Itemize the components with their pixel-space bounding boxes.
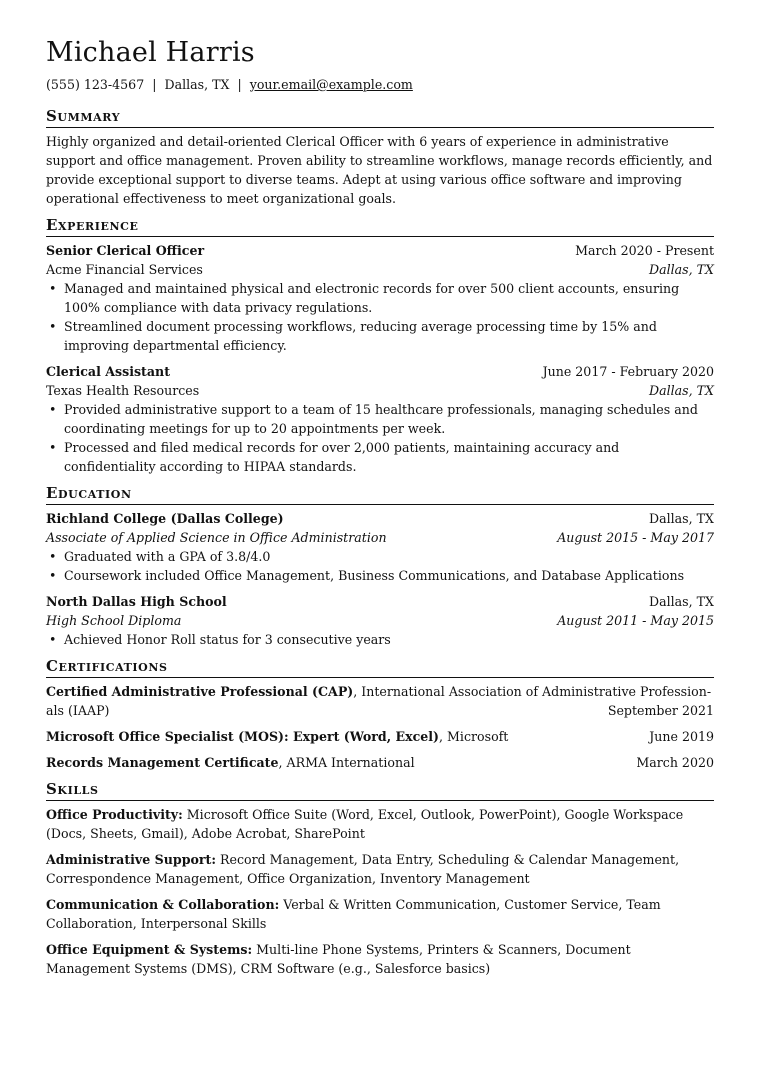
- resume-page: [46, 36, 714, 986]
- skill-text: Record Management, Data Entry, Scheduling & Calendar Management, Correspondence Management, Office Organization, Inventory Management: [46, 852, 680, 886]
- school-location: Dallas, TX: [648, 511, 714, 526]
- skill-item: [46, 895, 714, 933]
- skill-text: Verbal & Written Communication, Customer Service, Team Collaboration, Interpersonal Skills: [46, 897, 661, 931]
- candidate-name: Michael Harris: [46, 37, 255, 68]
- skill-label: Communication & Collaboration:: [46, 897, 280, 912]
- skills-section: [46, 780, 714, 978]
- job-company: Acme Financial Services: [46, 262, 203, 277]
- job-role: Senior Clerical Officer: [46, 243, 205, 258]
- skill-item: [46, 940, 714, 978]
- skill-label: Office Productivity:: [46, 807, 183, 822]
- certification-issuer: , International Association of Administrative Profession-: [353, 684, 712, 699]
- certification-issuer: , Microsoft: [439, 729, 509, 744]
- education-dates: August 2015 - May 2017: [557, 530, 714, 545]
- certification-issuer: als (IAAP): [46, 703, 110, 718]
- section-title-skills: Skills: [46, 780, 714, 801]
- certification-name: Microsoft Office Specialist (MOS): Expert (Word, Excel): [46, 729, 440, 744]
- bullet-item: • Graduated with a GPA of 3.8/4.0: [46, 547, 714, 566]
- skill-label: Office Equipment & Systems:: [46, 942, 253, 957]
- certification-date: March 2020: [636, 755, 714, 770]
- separator: |: [152, 77, 157, 92]
- job-company: Texas Health Resources: [46, 383, 200, 398]
- certification-entry: [46, 753, 714, 772]
- skill-text: Multi-line Phone Systems, Printers & Scanners, Document Management Systems (DMS), CRM Software (e.g., Salesforce basics): [46, 942, 631, 976]
- bullet-item: • Coursework included Office Management, Business Communications, and Database Applications: [46, 566, 714, 585]
- certification-date: September 2021: [607, 703, 714, 718]
- job-location: Dallas, TX: [648, 262, 714, 277]
- certification-entry: [46, 727, 714, 746]
- degree: High School Diploma: [46, 613, 182, 628]
- job-dates: March 2020 - Present: [575, 243, 714, 258]
- certification-entry: [46, 682, 714, 720]
- experience-section: [46, 216, 714, 476]
- education-entry: [46, 509, 714, 585]
- certification-name: Records Management Certificate: [46, 755, 279, 770]
- education-section: [46, 484, 714, 649]
- certification-issuer: , ARMA International: [278, 755, 415, 770]
- contact-line: [46, 76, 714, 94]
- school-name: Richland College (Dallas College): [46, 511, 284, 526]
- job-dates: June 2017 - February 2020: [542, 364, 714, 379]
- job-location: Dallas, TX: [648, 383, 714, 398]
- section-title-education: Education: [46, 484, 714, 505]
- summary-text: Highly organized and detail-oriented Clerical Officer with 6 years of experience in administrative support and office management. Proven ability to streamline workflows, manage records efficiently, and provide exceptional support to diverse teams. Adept at using various office software and improving operational effectiveness to meet organizational goals.: [46, 134, 713, 206]
- section-title-certifications: Certifications: [46, 657, 714, 678]
- school-location: Dallas, TX: [648, 594, 714, 609]
- email-link[interactable]: your.email@example.com: [249, 77, 413, 92]
- certification-name: Certified Administrative Professional (CAP): [46, 684, 354, 699]
- certification-date: June 2019: [649, 729, 714, 744]
- summary-section: [46, 107, 714, 208]
- degree: Associate of Applied Science in Office Administration: [46, 530, 387, 545]
- bullet-item: • Achieved Honor Roll status for 3 consecutive years: [46, 630, 714, 649]
- job-entry: [46, 362, 714, 476]
- separator: |: [237, 77, 242, 92]
- skill-item: [46, 805, 714, 843]
- education-entry: [46, 592, 714, 649]
- job-entry: [46, 241, 714, 355]
- job-role: Clerical Assistant: [46, 364, 171, 379]
- location: Dallas, TX: [164, 77, 230, 92]
- school-name: North Dallas High School: [46, 594, 227, 609]
- bullet-item: • Streamlined document processing workflows, reducing average processing time by 15% and improving departmental efficiency.: [46, 317, 714, 355]
- section-title-experience: Experience: [46, 216, 714, 237]
- phone-number: (555) 123-4567: [46, 77, 145, 92]
- skill-item: [46, 850, 714, 888]
- bullet-item: • Managed and maintained physical and electronic records for over 500 client accounts, ensuring 100% compliance with data privacy regulations.: [46, 279, 714, 317]
- bullet-item: • Processed and filed medical records for over 2,000 patients, maintaining accuracy and confidentiality according to HIPAA standards.: [46, 438, 714, 476]
- certifications-section: [46, 657, 714, 772]
- skill-label: Administrative Support:: [46, 852, 217, 867]
- education-dates: August 2011 - May 2015: [557, 613, 714, 628]
- skill-text: Microsoft Office Suite (Word, Excel, Outlook, PowerPoint), Google Workspace (Docs, Sheets, Gmail), Adobe Acrobat, SharePoint: [46, 807, 684, 841]
- bullet-item: • Provided administrative support to a team of 15 healthcare professionals, managing schedules and coordinating meetings for up to 20 appointments per week.: [46, 400, 714, 438]
- section-title-summary: Summary: [46, 107, 714, 128]
